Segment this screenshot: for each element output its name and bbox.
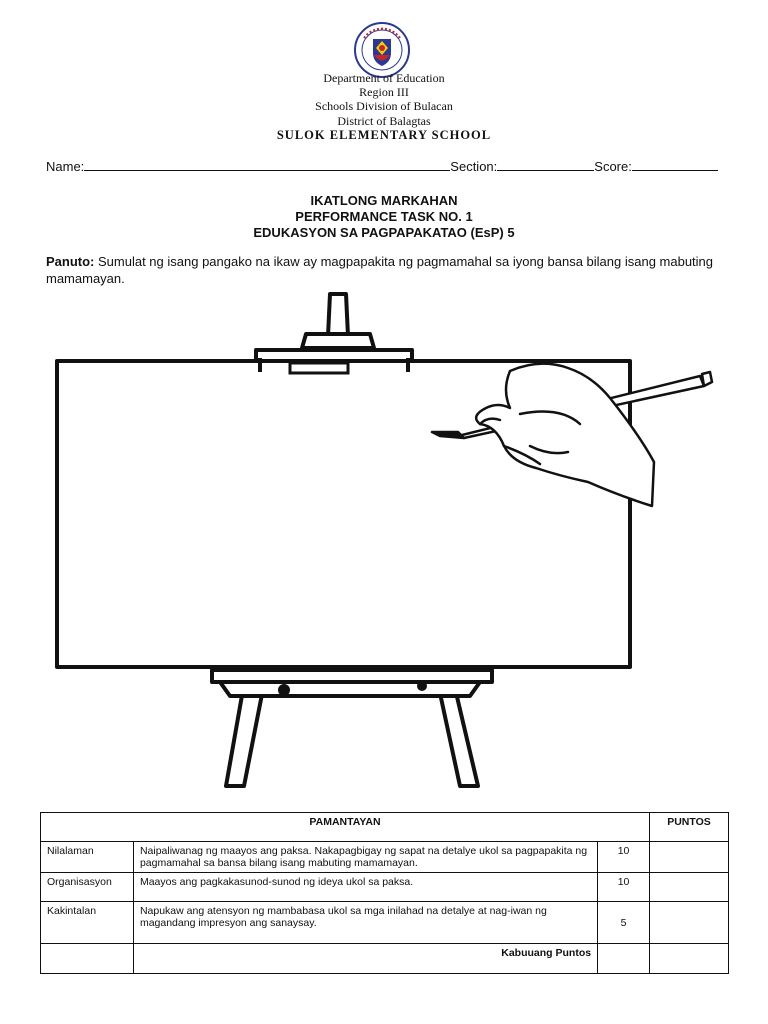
total-row bbox=[41, 944, 729, 974]
criterion-name: Kakintalan bbox=[41, 902, 134, 944]
instruction-text: Sumulat ng isang pangako na ikaw ay magpapakita ng pagmamahal sa iyong bansa bilang isang mabuting mamamayan. bbox=[46, 254, 714, 286]
table-row bbox=[41, 842, 729, 873]
criterion-name: Nilalaman bbox=[41, 842, 134, 873]
score-cell[interactable] bbox=[650, 842, 729, 873]
section-label: Section: bbox=[450, 159, 498, 174]
max-points: 10 bbox=[598, 842, 650, 873]
table-row bbox=[41, 873, 729, 902]
task-title: PERFORMANCE TASK NO. 1 bbox=[295, 209, 473, 224]
subject-title: EDUKASYON SA PAGPAPAKATAO (EsP) 5 bbox=[253, 225, 515, 240]
score-cell[interactable] bbox=[650, 902, 729, 944]
max-points: 5 bbox=[598, 902, 650, 944]
section-field[interactable] bbox=[497, 157, 594, 171]
points-header: PUNTOS bbox=[650, 813, 729, 842]
total-score-cell[interactable] bbox=[650, 944, 729, 974]
total-label: Kabuuang Puntos bbox=[133, 944, 597, 974]
rubric-table bbox=[40, 812, 729, 974]
criterion-description: Maayos ang pagkakasunod-sunod ng ideya ukol sa paksa. bbox=[133, 873, 597, 902]
region-name: Region III bbox=[359, 85, 409, 99]
score-cell[interactable] bbox=[650, 873, 729, 902]
empty-cell bbox=[41, 944, 134, 974]
name-label: Name: bbox=[46, 159, 85, 174]
empty-cell bbox=[598, 944, 650, 974]
instruction-paragraph bbox=[46, 253, 726, 287]
criterion-description: Naipaliwanag ng maayos ang paksa. Nakapagbigay ng sapat na detalye ukol sa pagpapakita ng pagmamahal sa bansa bilang isang mabuting mamamayan. bbox=[133, 842, 597, 873]
score-field[interactable] bbox=[632, 157, 718, 171]
deped-seal-icon bbox=[354, 22, 410, 78]
score-label: Score: bbox=[594, 159, 632, 174]
department-name: Department of Education bbox=[323, 71, 445, 85]
criterion-name: Organisasyon bbox=[41, 873, 134, 902]
easel-illustration bbox=[40, 286, 720, 796]
criterion-description: Napukaw ang atensyon ng mambabasa ukol sa mga inilahad na detalye at nag-iwan ng magandang impresyon ang sanaysay. bbox=[133, 902, 597, 944]
table-row bbox=[41, 902, 729, 944]
name-field[interactable] bbox=[84, 157, 450, 171]
student-info-line bbox=[46, 157, 718, 174]
division-name: Schools Division of Bulacan bbox=[315, 99, 453, 113]
max-points: 10 bbox=[598, 873, 650, 902]
school-name: SULOK ELEMENTARY SCHOOL bbox=[276, 128, 492, 142]
instruction-label: Panuto: bbox=[46, 254, 95, 269]
table-header-row bbox=[41, 813, 729, 842]
district-name: District of Balagtas bbox=[337, 114, 431, 128]
quarter-title: IKATLONG MARKAHAN bbox=[310, 193, 458, 208]
criteria-header: PAMANTAYAN bbox=[41, 813, 650, 842]
